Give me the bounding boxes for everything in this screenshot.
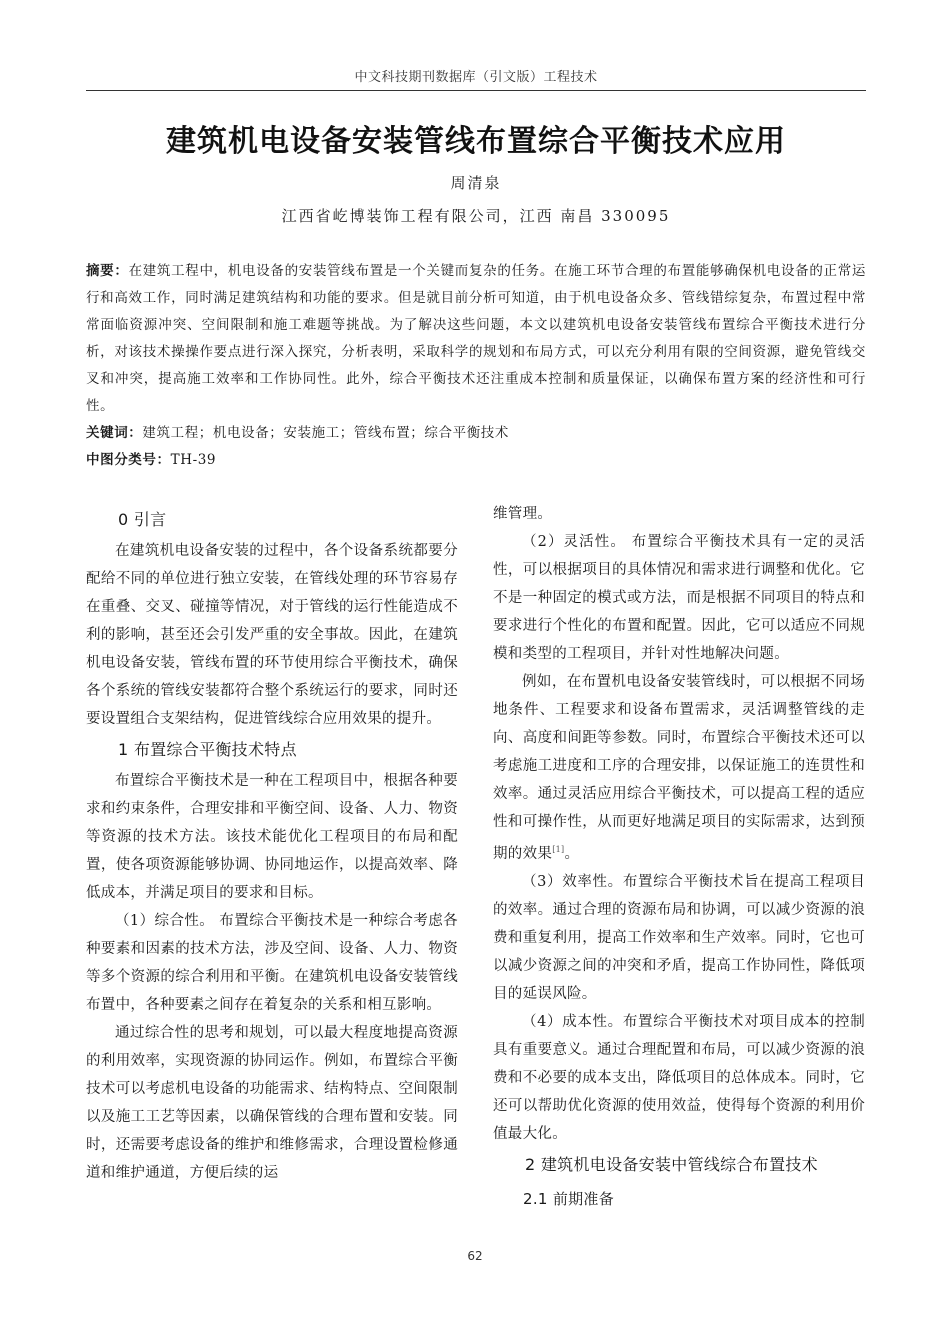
affiliation: 江西省屹博装饰工程有限公司，江西 南昌 330095 [281, 207, 671, 225]
paragraph: （1）综合性。 布置综合平衡技术是一种综合考虑各种要素和因素的技术方法，涉及空间、设备、人力、物资等多个资源的综合利用和平衡。在建筑机电设备安装管线布置中，各种要素之间存在着复杂的关系和相互影响。 [86, 913, 458, 1013]
left-column [86, 503, 458, 1187]
paragraph: （4）成本性。布置综合平衡技术对项目成本的控制具有重要意义。通过合理配置和布局，可以减少资源的浪费和不必要的成本支出，降低项目的总体成本。同时，它还可以帮助优化资源的使用效益，使得每个资源的利用价值最大化。 [493, 1013, 865, 1142]
paragraph: （2）灵活性。 布置综合平衡技术具有一定的灵活性，可以根据项目的具体情况和需求进行调整和优化。它不是一种固定的模式或方法，而是根据不同项目的特点和要求进行个性化的布置和配置。因此，它可以适应不同规模和类型的工程项目，并针对性地解决问题。 [493, 534, 865, 662]
header-rule [86, 90, 866, 91]
paragraph-end: 。 [564, 845, 580, 862]
abstract [86, 258, 866, 420]
subsection-heading-2-1: 2.1 前期准备 [523, 1189, 615, 1208]
paragraph-text: 例如，在布置机电设备安装管线时，可以根据不同场地条件、工程要求和设备布置需求，灵活调整管线的走向、高度和间距等参数。同时，布置综合平衡技术还可以考虑施工进度和工序的合理安排，以保证施工的连贯性和效率。通过灵活应用综合平衡技术，可以提高工程的适应性和可操作性，从而更好地满足项目的实际需求，达到预期的效果 [493, 674, 865, 862]
paper-title: 建筑机电设备安装管线布置综合平衡技术应用 [166, 124, 786, 159]
abstract-text: 在建筑工程中，机电设备的安装管线布置是一个关键而复杂的任务。在施工环节合理的布置能够确保机电设备的正常运行和高效工作，同时满足建筑结构和功能的要求。但是就目前分析可知道，由于机电设备众多、管线错综复杂，布置过程中常常面临资源冲突、空间限制和施工难题等挑战。为了解决这些问题，本文以建筑机电设备安装管线布置综合平衡技术进行分析，对该技术操操作要点进行深入探究，分析表明，采取科学的规划和布局方式，可以充分利用有限的空间资源，避免管线交叉和冲突，提高施工效率和工作协同性。此外，综合平衡技术还注重成本控制和质量保证，以确保布置方案的经济性和可行性。 [86, 263, 866, 414]
clc-number [86, 447, 866, 474]
keywords [86, 420, 866, 447]
keywords-text: 建筑工程；机电设备；安装施工；管线布置；综合平衡技术 [142, 425, 510, 441]
journal-header: 中文科技期刊数据库（引文版）工程技术 [354, 70, 598, 85]
paragraph [493, 668, 865, 868]
paragraph: 布置综合平衡技术是一种在工程项目中，根据各种要求和约束条件，合理安排和平衡空间、设备、人力、物资等资源的技术方法。该技术能优化工程项目的布局和配置，使各项资源能够协调、协同地运作，以提高效率、降低成本，并满足项目的要求和目标。 [86, 773, 458, 901]
citation-ref: [1] [552, 845, 565, 854]
right-column [493, 500, 865, 1216]
paragraph: 通过综合性的思考和规划，可以最大程度地提高资源的利用效率，实现资源的协同运作。例如，布置综合平衡技术可以考虑机电设备的功能需求、结构特点、空间限制以及施工工艺等因素，以确保管线的合理布置和安装。同时，还需要考虑设备的维护和维修需求，合理设置检修通道和维护通道，方便后续的运 [86, 1025, 458, 1181]
page-number: 62 [467, 1249, 483, 1263]
abstract-label: 摘要： [86, 263, 129, 279]
author: 周清泉 [450, 174, 502, 192]
keywords-label: 关键词： [86, 425, 143, 441]
section-heading-1: 1 布置综合平衡技术特点 [118, 740, 297, 759]
paragraph: 在建筑机电设备安装的过程中，各个设备系统都要分配给不同的单位进行独立安装，在管线处理的环节容易存在重叠、交叉、碰撞等情况，对于管线的运行性能造成不利的影响，甚至还会引发严重的安全事故。因此，在建筑机电设备安装，管线布置的环节使用综合平衡技术，确保各个系统的管线安装都符合整个系统运行的要求，同时还要设置组合支架结构，促进管线综合应用效果的提升。 [86, 543, 458, 727]
clc-label: 中图分类号： [86, 452, 171, 468]
clc-text: TH-39 [170, 452, 217, 468]
paragraph: （3）效率性。布置综合平衡技术旨在提高工程项目的效率。通过合理的资源布局和协调，可以减少资源的浪费和重复利用，提高工作效率和生产效率。同时，它也可以减少资源之间的冲突和矛盾，提高工作协同性，降低项目的延误风险。 [493, 873, 865, 1002]
paragraph: 维管理。 [493, 506, 553, 522]
section-heading-2: 2 建筑机电设备安装中管线综合布置技术 [525, 1154, 818, 1174]
section-heading-intro: 0 引言 [118, 510, 167, 529]
